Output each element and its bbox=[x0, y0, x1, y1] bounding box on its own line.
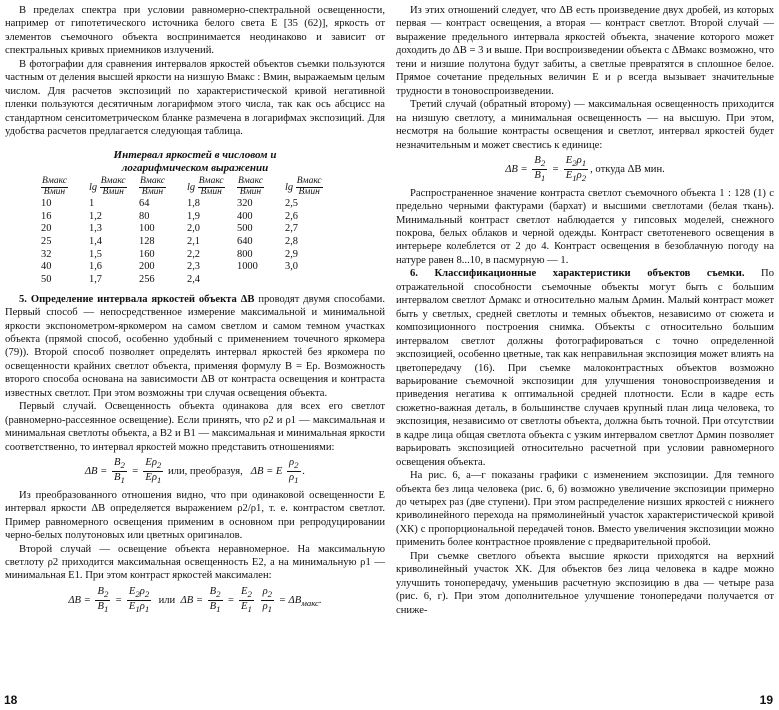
table-cell: 1,3 bbox=[89, 223, 102, 235]
left-paragraph-1: В пределах спектра при условии равномерно-спектральной освещенности, например от гипотетического источника белого света E [35 (62)], яркость от элементов съемочного объекта воспринимается неодинаково и зависит от спектральных кривых приемников излучений. bbox=[5, 5, 385, 57]
table-cell: 400 bbox=[237, 210, 253, 222]
header-lg: lg $\frac{\text{Bмакс}}{\text{Bмин}}$ bbox=[89, 175, 126, 197]
header-ratio: $\frac{\text{Bмакс}}{\text{Bмин}}$ bbox=[42, 175, 67, 197]
page-number-right: 19 bbox=[759, 692, 773, 707]
table-row bbox=[39, 249, 333, 262]
table-title: Интервал яркостей в числовом и логарифмическом выражении bbox=[113, 148, 277, 174]
table-cell: 1,4 bbox=[89, 235, 102, 247]
table-cell: 500 bbox=[237, 223, 253, 235]
table-cell: 1,7 bbox=[89, 273, 102, 285]
table-cell: 640 bbox=[237, 235, 253, 247]
header-ratio: $\frac{\text{Bмакс}}{\text{Bмин}}$ bbox=[238, 175, 263, 197]
table-cell: 80 bbox=[139, 210, 150, 222]
table-cell: 40 bbox=[41, 261, 52, 273]
table-cell: 2,1 bbox=[187, 235, 200, 247]
luminance-ratio-table bbox=[39, 177, 333, 287]
table-cell: 1,8 bbox=[187, 197, 200, 209]
table-cell: 2,3 bbox=[187, 261, 200, 273]
left-paragraph-5: Из преобразованного отношения видно, что при одинаковой освещенности E интервал яркости ΔB определяется выражением ρ2/ρ1, т. е. контрастом светлот. Пример равномерного освещения применим в основном при репродуцировании черно-белых полутоновых или цветных оригиналов. bbox=[5, 489, 385, 542]
table-cell: 2,9 bbox=[285, 248, 298, 260]
table-cell: 2,5 bbox=[285, 197, 298, 209]
right-paragraph-3: Распространенное значение контраста светлот съемочного объекта 1 : 128 (1) с предельно черными фактурами (бархат) и высшими светлотами (белая ткань). Минимальный контраст светлот наблюдается у гипсовых моделей, снежного покрова, белых облаков и черной одежды. Контраст светотеневого освещения в интерьере колеблется от 2 до 4. Контраст освещения в безоблачную погоду на натуре равен 8...10, в пасмурную — 1. bbox=[396, 187, 774, 266]
table-cell: 2,2 bbox=[187, 248, 200, 260]
right-paragraph-1: Из этих отношений следует, что ΔB есть произведение двух дробей, из которых первая — контраст освещения, а вторая — контраст светлот. Второй случай — выражение предельного интервала яркостей объекта, значение которого может доходить до ΔB = 3 и выше. При воспроизведении объекта с ΔBмакс возможно, что тени и низшие полутона будут забиты, а светлые превратятся в сплошное белое. Прямое сочетание предельных величин E и ρ всегда вызывает значительные трудности в тоновоспроизведении. bbox=[396, 5, 774, 97]
table-cell: 2,4 bbox=[187, 273, 200, 285]
table-cell bbox=[283, 274, 333, 287]
header-ratio: $\frac{\text{Bмакс}}{\text{Bмин}}$ bbox=[140, 175, 165, 197]
table-row bbox=[39, 198, 333, 211]
formula-1: ΔB = $\frac{B_2}{B_1}$ = $\frac{E\rho_2}{E\rho_1}$ или, преобразуя, ΔB = E $\frac{\rho_2}{\rho_1}$ . bbox=[84, 457, 306, 486]
right-paragraph-4: 6. Классификационные характеристики объектов съемки. По отражательной способности съемочные объекты могут быть с большим интервалом светлот Δρмакс и относительно малым Δρмин. Малый контраст может быть у светлых, средней светлоты и темных объектов, независимо от сюжета и композиционного построения снимка. Объекты с относительно большим интервалом светлот должны фотографироваться с точно определенной экспозицией, особенно цветные, так как неправильная экспозиция может влиять на цветопередачу (16). При съемке малоконтрастных объектов возможно варьирование съемочной экспозиции для улучшения тоновоспроизведения и приведения негатива к оптимальной средней плотности. Если в кадре есть сюжетно-важная деталь, в большинстве случаев крупный план лица человека, то экспозиция, независимо от светлоты объекта, должна быть точной. При отсутствии в кадре лица общая светлота объекта с узким интервалом светлот Δρмин позволяет варьировать экспозицией относительно расчетной при условии равномерного освещения объекта. bbox=[396, 268, 774, 468]
table-cell: 2,6 bbox=[285, 210, 298, 222]
table-cell: 2,8 bbox=[285, 235, 298, 247]
right-paragraph-5: На рис. 6, а—г показаны графики с изменением экспозиции. Для темного объекта без лица человека (рис. 6, б) возможно увеличение экспозиции примерно до четырех раз (две ступени). При этом распределение низших яркостей с нижнего криволинейного перехода на прямолинейный участок характеристической кривой (ХК) с пропорциональной передачей тонов. Вместо увеличения экспозиции можно применить более контрастное проявление с предварительной пробой. bbox=[396, 470, 774, 549]
table-cell: 64 bbox=[139, 197, 150, 209]
table-cell: 16 bbox=[41, 210, 52, 222]
left-paragraph-4: Первый случай. Освещенность объекта одинакова для всех его светлот (равномерно-рассеянное освещение). Если принять, что ρ2 и ρ1 — максимальная и минимальная светлоты объекта, а B2 и B1 — максимальная и минимальная яркости соответственно, то интервал яркостей можно представить отношениями: bbox=[5, 401, 385, 453]
table-row bbox=[39, 236, 333, 249]
table-cell: 320 bbox=[237, 197, 253, 209]
table-header-row bbox=[39, 177, 333, 198]
formula-2: ΔB = $\frac{B_2}{B_1}$ = $\frac{E_2\rho_2}{E_1\rho_1}$ или ΔB = $\frac{B_2}{B_1}$ = $\frac{E_2}{E_1}$ $\frac{\rho_2}{\rho_1}$ = $\Delta B_{макс}$. bbox=[68, 585, 322, 614]
table-cell: 256 bbox=[139, 273, 155, 285]
header-lg: lg $\frac{\text{Bмакс}}{\text{Bмин}}$ bbox=[285, 175, 322, 197]
left-paragraph-6: Второй случай — освещение объекта неравномерное. На максимальную светлоту ρ2 приходится максимальная освещенность E2, а на минимальную ρ1 — минимальная E1. При этом контраст яркостей максимален: bbox=[5, 543, 385, 582]
right-paragraph-6: При съемке светлого объекта высшие яркости приходятся на верхний криволинейный участок ХК. Для объектов без лица человека в кадре можно улучшить тонопередачу, уменьшив расчетную экспозицию в два — четыре раза (рис. 6, г). При этом дополнительное улучшение тонопередачи получается от сниже- bbox=[396, 550, 774, 616]
table-cell: 128 bbox=[139, 235, 155, 247]
table-cell: 1 bbox=[89, 197, 95, 209]
table-row bbox=[39, 223, 333, 236]
table-cell: 32 bbox=[41, 248, 52, 260]
table-cell: 1,5 bbox=[89, 248, 102, 260]
right-paragraph-2: Третий случай (обратный второму) — максимальная освещенность приходится на низшую светлоту, а минимальная освещенность — на высшую. При этом, несмотря на большие контрасты освещения и светлот, интервал яркостей будет незначительным и может свестись к единице: bbox=[396, 99, 774, 151]
right-page-column bbox=[396, 4, 774, 617]
table-cell: 50 bbox=[41, 273, 52, 285]
left-paragraph-3: 5. Определение интервала яркостей объекта ΔB проводят двумя способами. Первый способ — непосредственное измерение максимальной и минимальной яркости экспонометром-яркомером на самом светлом и самом темном участках объекта (прямой способ, особенно удобный с применением точечного яркомера (79)). Второй способ позволяет определять интервал яркостей без яркомера по освещенности крайних светлот объекта, применяя формулу B = Eρ. Возможность второго способа основана на зависимости ΔB от контраста освещения и контраста известных светлот. При этом возможны три случая освещения объекта. bbox=[5, 293, 385, 399]
table-cell: 10 bbox=[41, 197, 52, 209]
table-cell: 20 bbox=[41, 223, 52, 235]
table-cell: 1,9 bbox=[187, 210, 200, 222]
table-cell: 1,2 bbox=[89, 210, 102, 222]
table-cell: 1,6 bbox=[89, 261, 102, 273]
table-cell: 3,0 bbox=[285, 261, 298, 273]
table-cell: 200 bbox=[139, 261, 155, 273]
table-row bbox=[39, 261, 333, 274]
table-cell: 800 bbox=[237, 248, 253, 260]
table-cell bbox=[235, 274, 283, 287]
page-number-left: 18 bbox=[4, 692, 18, 707]
table-cell: 100 bbox=[139, 223, 155, 235]
formula-3: ΔB = $\frac{B_2}{B_1}$ = $\frac{E_2\rho_1}{E_1\rho_2}$ , откуда ΔB мин. bbox=[505, 154, 665, 183]
table-cell: 1000 bbox=[237, 261, 258, 273]
table-row bbox=[39, 211, 333, 224]
table-cell: 25 bbox=[41, 235, 52, 247]
table-cell: 160 bbox=[139, 248, 155, 260]
left-page-column bbox=[5, 4, 385, 618]
table-cell: 2,7 bbox=[285, 223, 298, 235]
table-row bbox=[39, 274, 333, 287]
table-cell: 2,0 bbox=[187, 223, 200, 235]
left-paragraph-2: В фотографии для сравнения интервалов яркостей объектов съемки пользуются частным от деления высшей яркости на низшую Bмакс : Bмин, выражаемым целым числом. Для расчетов экспозиций по характеристической кривой негативной пленки пользуются десятичным логарифмом этого числа, так как ось абсцисс на стандартном сенситометрическом бланке размечена в логарифмах экспозиций. Для удобства расчетов предлагается следующая таблица. bbox=[5, 58, 385, 138]
header-lg: lg $\frac{\text{Bмакс}}{\text{Bмин}}$ bbox=[187, 175, 224, 197]
